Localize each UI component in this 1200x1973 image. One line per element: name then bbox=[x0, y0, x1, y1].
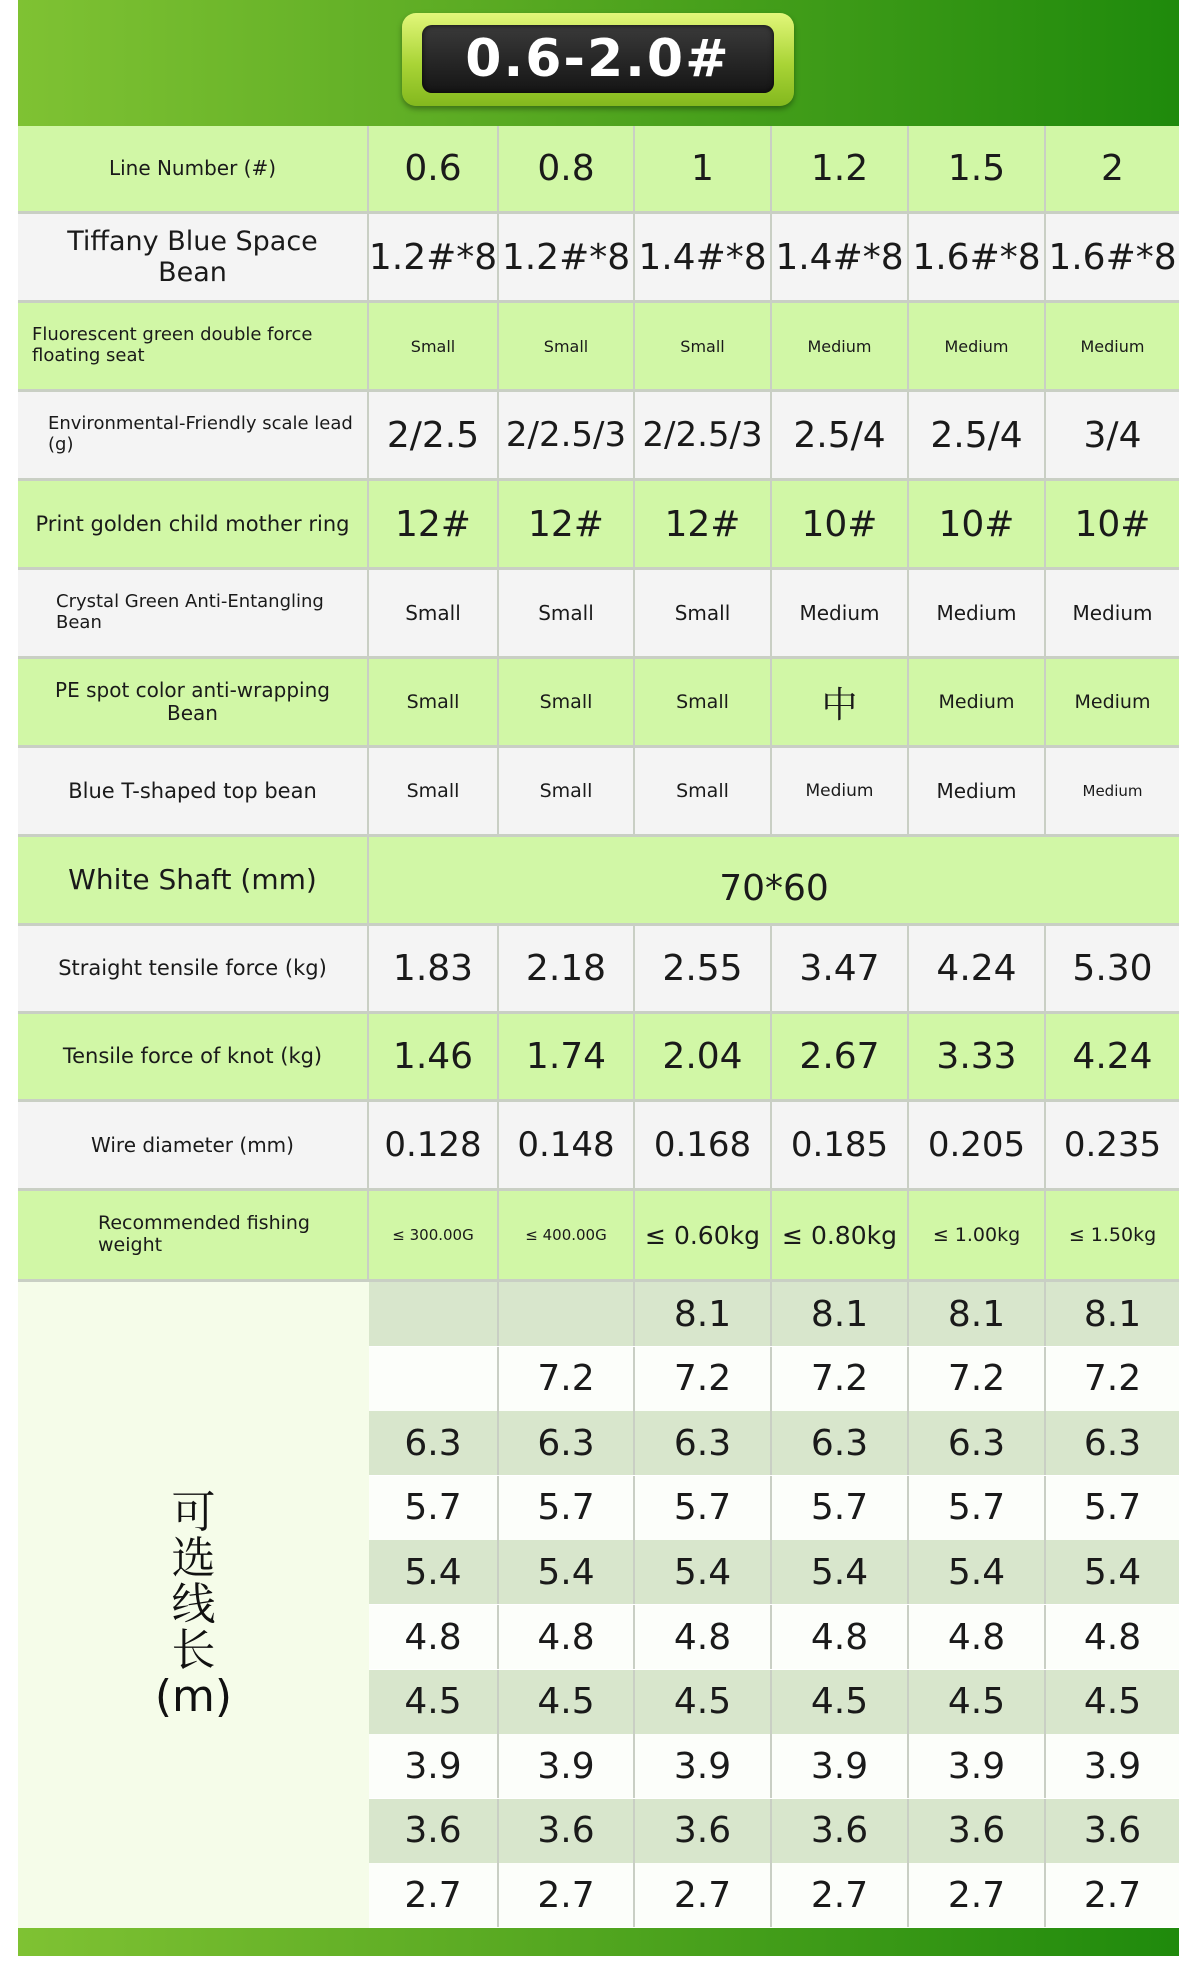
page-title: 0.6-2.0# bbox=[465, 29, 731, 89]
row-label: White Shaft (mm) bbox=[18, 837, 369, 926]
length-row bbox=[369, 1476, 1179, 1540]
length-cell: 7.2 bbox=[772, 1347, 909, 1411]
table-cell: Small bbox=[369, 748, 499, 837]
row-label: PE spot color anti-wrapping Bean bbox=[18, 659, 369, 748]
row-label: Blue T-shaped top bean bbox=[18, 748, 369, 837]
table-cell: Medium bbox=[1046, 570, 1179, 659]
length-cell: 5.7 bbox=[909, 1476, 1046, 1540]
table-cell: 2.5/4 bbox=[772, 392, 909, 481]
table-row-fishing-weight bbox=[18, 1191, 1179, 1282]
length-cell: 2.7 bbox=[1083, 1874, 1142, 1916]
table-cell: Medium bbox=[909, 303, 1046, 392]
header-banner bbox=[18, 0, 1179, 126]
length-label-cell bbox=[18, 1282, 369, 1928]
table-cell: 0.168 bbox=[635, 1102, 772, 1191]
table-cell: Small bbox=[499, 303, 635, 392]
spec-page bbox=[18, 0, 1179, 1973]
footer-bar bbox=[18, 1928, 1179, 1956]
length-row bbox=[369, 1799, 1179, 1863]
table-cell: ≤ 400.00G bbox=[499, 1191, 635, 1282]
title-badge bbox=[402, 13, 794, 106]
length-cell: 3.9 bbox=[635, 1734, 772, 1798]
length-cell: 3.9 bbox=[369, 1734, 499, 1798]
table-cell: 1.74 bbox=[499, 1014, 635, 1102]
table-row-line-number bbox=[18, 126, 1179, 214]
table-cell: Small bbox=[499, 659, 635, 748]
table-cell: 2 bbox=[1046, 126, 1179, 214]
table-cell: ≤ 300.00G bbox=[369, 1191, 499, 1282]
length-cell: 6.3 bbox=[772, 1411, 909, 1475]
table-cell: 2.67 bbox=[772, 1014, 909, 1102]
table-cell: 4.24 bbox=[909, 926, 1046, 1014]
length-cell: 3.6 bbox=[499, 1799, 635, 1863]
length-cell: 5.4 bbox=[369, 1540, 499, 1604]
table-cell-merged: 70*60 bbox=[369, 837, 1179, 926]
table-row-anti-entangling-bean bbox=[18, 570, 1179, 659]
table-cell: 2/2.5 bbox=[369, 392, 499, 481]
table-row-top-bean bbox=[18, 748, 1179, 837]
length-cell: 6.3 bbox=[909, 1411, 1046, 1475]
length-cell bbox=[499, 1282, 635, 1346]
table-cell: Medium bbox=[772, 570, 909, 659]
length-cell: 2.7 bbox=[909, 1863, 1046, 1927]
length-cell: 6.3 bbox=[635, 1411, 772, 1475]
table-cell: 1.46 bbox=[369, 1014, 499, 1102]
row-label: Crystal Green Anti-Entangling Bean bbox=[18, 570, 369, 659]
length-cell: 4.5 bbox=[499, 1670, 635, 1734]
length-cell: 5.7 bbox=[499, 1476, 635, 1540]
length-cell: 8.1 bbox=[772, 1282, 909, 1346]
table-cell: 10# bbox=[909, 481, 1046, 570]
table-cell: 0.205 bbox=[909, 1102, 1046, 1191]
table-row-space-bean bbox=[18, 214, 1179, 303]
table-cell: Small bbox=[369, 570, 499, 659]
table-cell: ≤ 1.00kg bbox=[909, 1191, 1046, 1282]
length-cell: 5.4 bbox=[1083, 1551, 1142, 1593]
length-cell: 4.8 bbox=[909, 1605, 1046, 1669]
length-cell: 5.4 bbox=[635, 1540, 772, 1604]
table-cell: 2.5/4 bbox=[909, 392, 1046, 481]
length-cell: 4.5 bbox=[635, 1670, 772, 1734]
length-cell: 5.7 bbox=[369, 1476, 499, 1540]
length-cell: 8.1 bbox=[1083, 1293, 1142, 1335]
length-row bbox=[369, 1863, 1179, 1927]
table-cell: 1 bbox=[635, 126, 772, 214]
table-cell: 12# bbox=[499, 481, 635, 570]
table-cell: Medium bbox=[1046, 659, 1179, 748]
length-row bbox=[369, 1734, 1179, 1798]
length-cell: 7.2 bbox=[909, 1347, 1046, 1411]
length-cell: 3.9 bbox=[1083, 1745, 1142, 1787]
length-cell: 4.8 bbox=[369, 1605, 499, 1669]
length-cell: 2.7 bbox=[499, 1863, 635, 1927]
length-cell: 5.4 bbox=[909, 1540, 1046, 1604]
length-row bbox=[369, 1670, 1179, 1734]
length-cell: 2.7 bbox=[772, 1863, 909, 1927]
length-cell: 7.2 bbox=[635, 1347, 772, 1411]
table-row-floating-seat bbox=[18, 303, 1179, 392]
length-cell: 4.5 bbox=[909, 1670, 1046, 1734]
table-cell: 1.4#*8 bbox=[635, 214, 772, 303]
length-cell: 5.4 bbox=[499, 1540, 635, 1604]
table-cell: Small bbox=[369, 659, 499, 748]
length-cell: 6.3 bbox=[499, 1411, 635, 1475]
table-row-straight-tensile bbox=[18, 926, 1179, 1014]
table-cell: 5.30 bbox=[1046, 926, 1179, 1014]
length-cell: 3.9 bbox=[772, 1734, 909, 1798]
length-row bbox=[369, 1540, 1179, 1604]
length-cell: 2.7 bbox=[369, 1863, 499, 1927]
table-cell: Small bbox=[635, 748, 772, 837]
table-cell: Medium bbox=[909, 748, 1046, 837]
length-cell: 3.6 bbox=[909, 1799, 1046, 1863]
row-label: Straight tensile force (kg) bbox=[18, 926, 369, 1014]
table-cell: 3.47 bbox=[772, 926, 909, 1014]
length-cell: 4.5 bbox=[1083, 1681, 1142, 1723]
length-cell bbox=[369, 1282, 499, 1346]
table-cell: 1.2 bbox=[772, 126, 909, 214]
table-cell: 1.5 bbox=[909, 126, 1046, 214]
row-label: Environmental-Friendly scale lead (g) bbox=[18, 392, 369, 481]
table-row-knot-tensile bbox=[18, 1014, 1179, 1102]
table-cell: 1.4#*8 bbox=[772, 214, 909, 303]
table-cell: 2/2.5/3 bbox=[635, 392, 772, 481]
table-cell: Medium bbox=[1046, 748, 1179, 837]
title-plate bbox=[422, 25, 774, 93]
table-cell: 0.235 bbox=[1046, 1102, 1179, 1191]
length-cell: 4.8 bbox=[499, 1605, 635, 1669]
table-cell: ≤ 1.50kg bbox=[1046, 1191, 1179, 1282]
length-row bbox=[369, 1347, 1179, 1411]
table-cell: 1.2#*8 bbox=[369, 214, 499, 303]
length-cell: 3.6 bbox=[772, 1799, 909, 1863]
table-cell: Small bbox=[369, 303, 499, 392]
table-cell: 0.128 bbox=[369, 1102, 499, 1191]
table-cell: 0.8 bbox=[499, 126, 635, 214]
table-cell: Medium bbox=[909, 570, 1046, 659]
table-cell: Medium bbox=[772, 303, 909, 392]
row-label: Wire diameter (mm) bbox=[18, 1102, 369, 1191]
length-cell: 3.9 bbox=[499, 1734, 635, 1798]
table-row-scale-lead bbox=[18, 392, 1179, 481]
length-cell: 5.7 bbox=[772, 1476, 909, 1540]
table-row-wire-diameter bbox=[18, 1102, 1179, 1191]
length-cell: 3.6 bbox=[1083, 1810, 1142, 1852]
length-cell: 8.1 bbox=[635, 1282, 772, 1346]
length-cell: 4.5 bbox=[772, 1670, 909, 1734]
row-label: Print golden child mother ring bbox=[18, 481, 369, 570]
length-cell: 5.7 bbox=[635, 1476, 772, 1540]
length-table bbox=[18, 1282, 1179, 1928]
table-cell: 12# bbox=[369, 481, 499, 570]
length-cell: 4.5 bbox=[369, 1670, 499, 1734]
table-cell: ≤ 0.80kg bbox=[772, 1191, 909, 1282]
length-row bbox=[369, 1411, 1179, 1475]
length-cell: 3.6 bbox=[635, 1799, 772, 1863]
length-cell: 4.8 bbox=[635, 1605, 772, 1669]
table-cell: Small bbox=[635, 570, 772, 659]
row-label: Recommended fishing weight bbox=[18, 1191, 369, 1282]
table-cell: 中 bbox=[772, 659, 909, 748]
table-cell: 10# bbox=[772, 481, 909, 570]
table-cell: 1.6#*8 bbox=[1046, 214, 1179, 303]
row-label: Line Number (#) bbox=[18, 126, 369, 214]
length-cell: 2.7 bbox=[635, 1863, 772, 1927]
table-cell: Medium bbox=[772, 748, 909, 837]
table-cell: ≤ 0.60kg bbox=[635, 1191, 772, 1282]
table-cell: 4.24 bbox=[1046, 1014, 1179, 1102]
table-cell: 1.6#*8 bbox=[909, 214, 1046, 303]
table-cell: 2.55 bbox=[635, 926, 772, 1014]
length-cell: 5.7 bbox=[1083, 1487, 1142, 1529]
table-cell: 1.83 bbox=[369, 926, 499, 1014]
table-cell: 3.33 bbox=[909, 1014, 1046, 1102]
table-cell: 0.6 bbox=[369, 126, 499, 214]
length-cell: 6.3 bbox=[1083, 1422, 1142, 1464]
length-cell: 7.2 bbox=[499, 1347, 635, 1411]
table-cell: 1.2#*8 bbox=[499, 214, 635, 303]
length-row bbox=[369, 1605, 1179, 1669]
length-row bbox=[369, 1282, 1179, 1346]
table-cell: 10# bbox=[1046, 481, 1179, 570]
length-cell: 4.8 bbox=[1083, 1616, 1142, 1658]
table-cell: 12# bbox=[635, 481, 772, 570]
table-cell: 0.148 bbox=[499, 1102, 635, 1191]
table-row-white-shaft bbox=[18, 837, 1179, 926]
table-cell: 3/4 bbox=[1046, 392, 1179, 481]
table-cell: 2.04 bbox=[635, 1014, 772, 1102]
table-cell: Small bbox=[635, 659, 772, 748]
table-cell: 0.185 bbox=[772, 1102, 909, 1191]
table-row-anti-wrapping-bean bbox=[18, 659, 1179, 748]
length-cell: 8.1 bbox=[909, 1282, 1046, 1346]
length-cell bbox=[369, 1347, 499, 1411]
length-label: 可选线长(m) bbox=[154, 1486, 233, 1723]
length-cell: 4.8 bbox=[772, 1605, 909, 1669]
table-row-ring bbox=[18, 481, 1179, 570]
table-cell: Small bbox=[499, 570, 635, 659]
row-label: Fluorescent green double force floating seat bbox=[18, 303, 369, 392]
length-cell: 3.6 bbox=[369, 1799, 499, 1863]
table-cell: Medium bbox=[1046, 303, 1179, 392]
table-cell: 2/2.5/3 bbox=[499, 392, 635, 481]
length-cell: 3.9 bbox=[909, 1734, 1046, 1798]
table-cell: Medium bbox=[909, 659, 1046, 748]
row-label: Tensile force of knot (kg) bbox=[18, 1014, 369, 1102]
table-cell: Small bbox=[635, 303, 772, 392]
row-label: Tiffany Blue Space Bean bbox=[18, 214, 369, 303]
table-cell: 2.18 bbox=[499, 926, 635, 1014]
table-cell: Small bbox=[499, 748, 635, 837]
length-cell: 5.4 bbox=[772, 1540, 909, 1604]
length-cell: 7.2 bbox=[1083, 1358, 1142, 1400]
length-cell: 6.3 bbox=[369, 1411, 499, 1475]
